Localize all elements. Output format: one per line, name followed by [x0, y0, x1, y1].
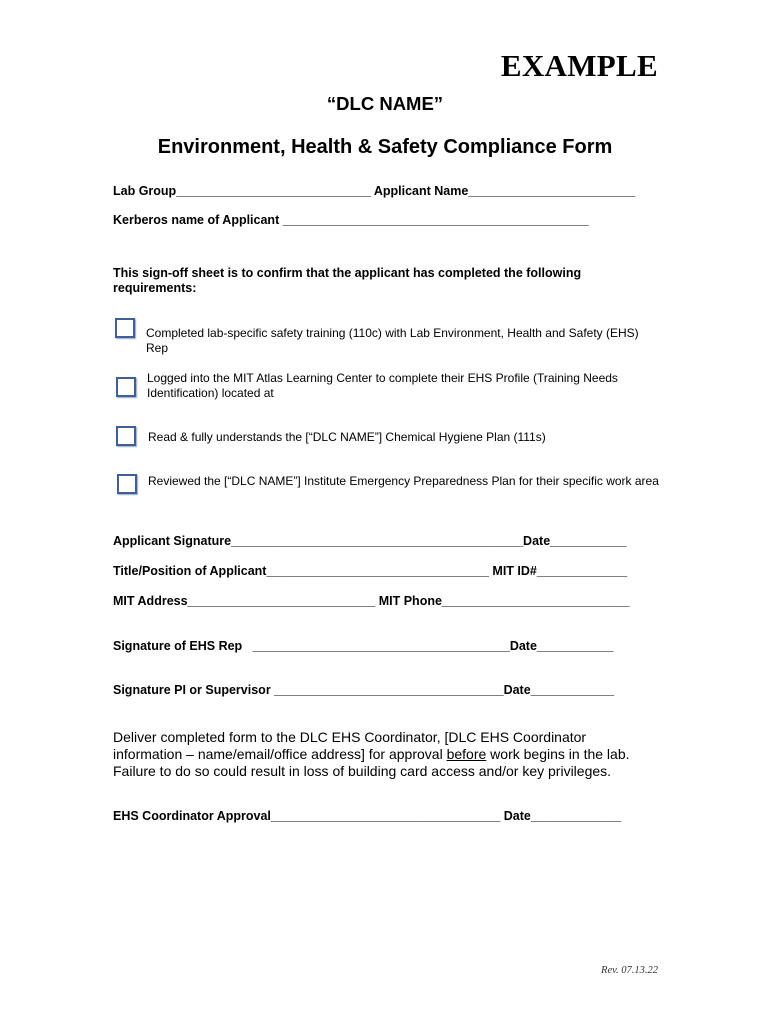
checklist-item-atlas-profile: Logged into the MIT Atlas Learning Center to complete their EHS Profile (Training Needs Identification) located at — [147, 371, 618, 400]
checklist-item-safety-training: Completed lab-specific safety training (110c) with Lab Environment, Health and Safety (EHS) Rep — [146, 326, 639, 355]
checklist-item-chemical-hygiene-plan: Read & fully understands the [“DLC NAME”] Chemical Hygiene Plan (111s) — [148, 430, 546, 444]
ehs-rep-signature-line[interactable]: Signature of EHS Rep _____________________________________Date___________ — [113, 639, 614, 653]
dlc-name-heading: “DLC NAME” — [326, 93, 444, 114]
checkbox-chemical-hygiene-plan[interactable] — [116, 426, 136, 446]
checklist-item-emergency-preparedness-plan: Reviewed the [“DLC NAME”] Institute Emergency Preparedness Plan for their specific work area — [148, 474, 659, 488]
title-position-line[interactable]: Title/Position of Applicant________________________________ MIT ID#_____________ — [113, 564, 628, 578]
delivery-instructions — [113, 729, 658, 780]
ehs-coordinator-approval-line[interactable]: EHS Coordinator Approval_________________________________ Date_____________ — [113, 809, 622, 823]
delivery-text-start: Deliver completed form to the DLC EHS Coordinator, [DLC EHS Coordinator information – name/email/office address] for approval — [113, 729, 587, 762]
delivery-text-end: work begins in the lab. Failure to do so could result in loss of building card access and/or key privileges. — [113, 746, 630, 779]
delivery-text-emphasis: before — [446, 746, 487, 762]
mit-address-phone-line[interactable]: MIT Address___________________________ MIT Phone___________________________ — [113, 594, 630, 608]
lab-group-applicant-name-line[interactable]: Lab Group____________________________ Applicant Name________________________ — [113, 184, 636, 198]
checkbox-atlas-profile[interactable] — [116, 377, 136, 397]
form-title: Environment, Health & Safety Compliance Form — [157, 136, 613, 158]
kerberos-name-line[interactable]: Kerberos name of Applicant ____________________________________________ — [113, 213, 589, 227]
intro-text: This sign-off sheet is to confirm that the applicant has completed the following requirements: — [113, 266, 582, 295]
checkbox-emergency-preparedness-plan[interactable] — [117, 474, 137, 494]
checkbox-safety-training[interactable] — [115, 318, 135, 338]
applicant-signature-line[interactable]: Applicant Signature__________________________________________Date___________ — [113, 534, 627, 548]
revision-label: Rev. 07.13.22 — [601, 965, 658, 976]
pi-supervisor-signature-line[interactable]: Signature PI or Supervisor _________________________________Date____________ — [113, 683, 615, 697]
example-watermark-heading: EXAMPLE — [500, 48, 658, 83]
